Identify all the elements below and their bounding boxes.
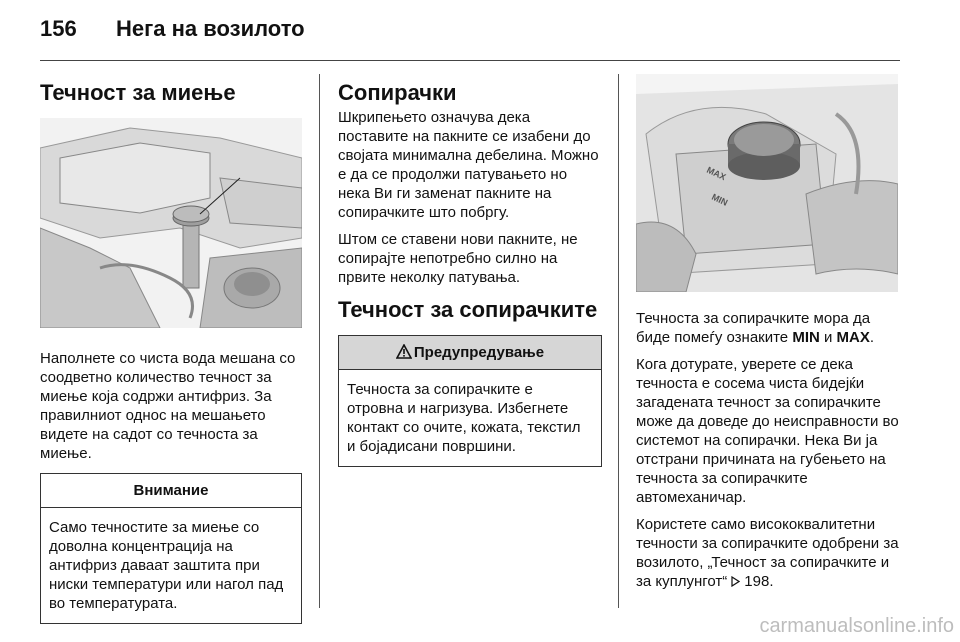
warning-header — [339, 336, 601, 370]
watermark: carmanualsonline.info — [759, 615, 954, 637]
brakes-text-2: Штом се ставени нови пакните, не сопирајте непотребно силно на првите неколку патувања. — [338, 231, 578, 286]
column-brake-fluid — [636, 72, 902, 599]
caution-title: Внимание — [41, 474, 301, 508]
warning-triangle-icon — [396, 344, 412, 359]
warning-title: Предупредување — [413, 344, 545, 361]
header-rule — [40, 60, 900, 61]
washer-fluid-text: Наполнете со чиста вода мешана со соодветно количество течност за миење која содржи антифриз. За правилниот однос на мешањето видете на садот со течноста за миење. — [40, 350, 296, 462]
page-reference-arrow-icon — [731, 576, 740, 587]
washer-reservoir-illustration — [40, 118, 302, 328]
brake-fluid-reservoir-illustration — [636, 74, 898, 292]
heading-brake-fluid: Течност за сопирачките — [338, 297, 598, 322]
brake-fluid-quality-text: Користете само висококвалитетни течности за сопирачките одобрени за возилото, „Течност за сопирачките и за куплунгот“ 198. — [636, 516, 899, 590]
max-mark: MAX — [705, 164, 728, 183]
brake-fluid-topup-text: Кога дотурате, уверете се дека течноста е сосема чиста бидејќи загадената течност за сопирачките може да доведе до неисправности во системот на сопирачки. Нека Ви ја отстрани причината на губењето на течноста за сопирачките автомеханичар. — [636, 356, 899, 506]
column-washer-fluid — [40, 72, 302, 624]
heading-brakes: Сопирачки — [338, 80, 457, 105]
caution-box — [40, 473, 302, 624]
column-brakes — [338, 72, 602, 467]
section-title: Нега на возилото — [116, 16, 305, 41]
brakes-text-1: Шкрипењето означува дека поставите на пакните се изабени до својата минимална дебелина. Можно е да се продолжи патувањето но нека Ви ги заменат пакните на сопирачките што побргу. — [338, 109, 599, 221]
page-header — [40, 16, 305, 56]
brake-fluid-level-text: Течноста за сопирачките мора да биде помеѓу ознаките MIN и MAX. — [636, 310, 875, 346]
warning-box — [338, 335, 602, 467]
max-label: MAX — [836, 329, 870, 346]
min-label: MIN — [792, 329, 820, 346]
column-divider — [319, 74, 320, 608]
column-divider — [618, 74, 619, 608]
min-mark: MIN — [710, 191, 730, 208]
caution-text: Само течностите за миење со доволна концентрација на антифриз даваат заштита при ниски температури или нагол пад во температурата. — [49, 519, 284, 612]
warning-text: Течноста за сопирачките е отровна и нагризува. Избегнете контакт со очите, кожата, текстил и бојадисани површини. — [347, 381, 581, 455]
page-number: 156 — [40, 16, 77, 41]
page-reference[interactable]: 198. — [744, 573, 774, 590]
heading-washer-fluid: Течност за миење — [40, 80, 236, 105]
